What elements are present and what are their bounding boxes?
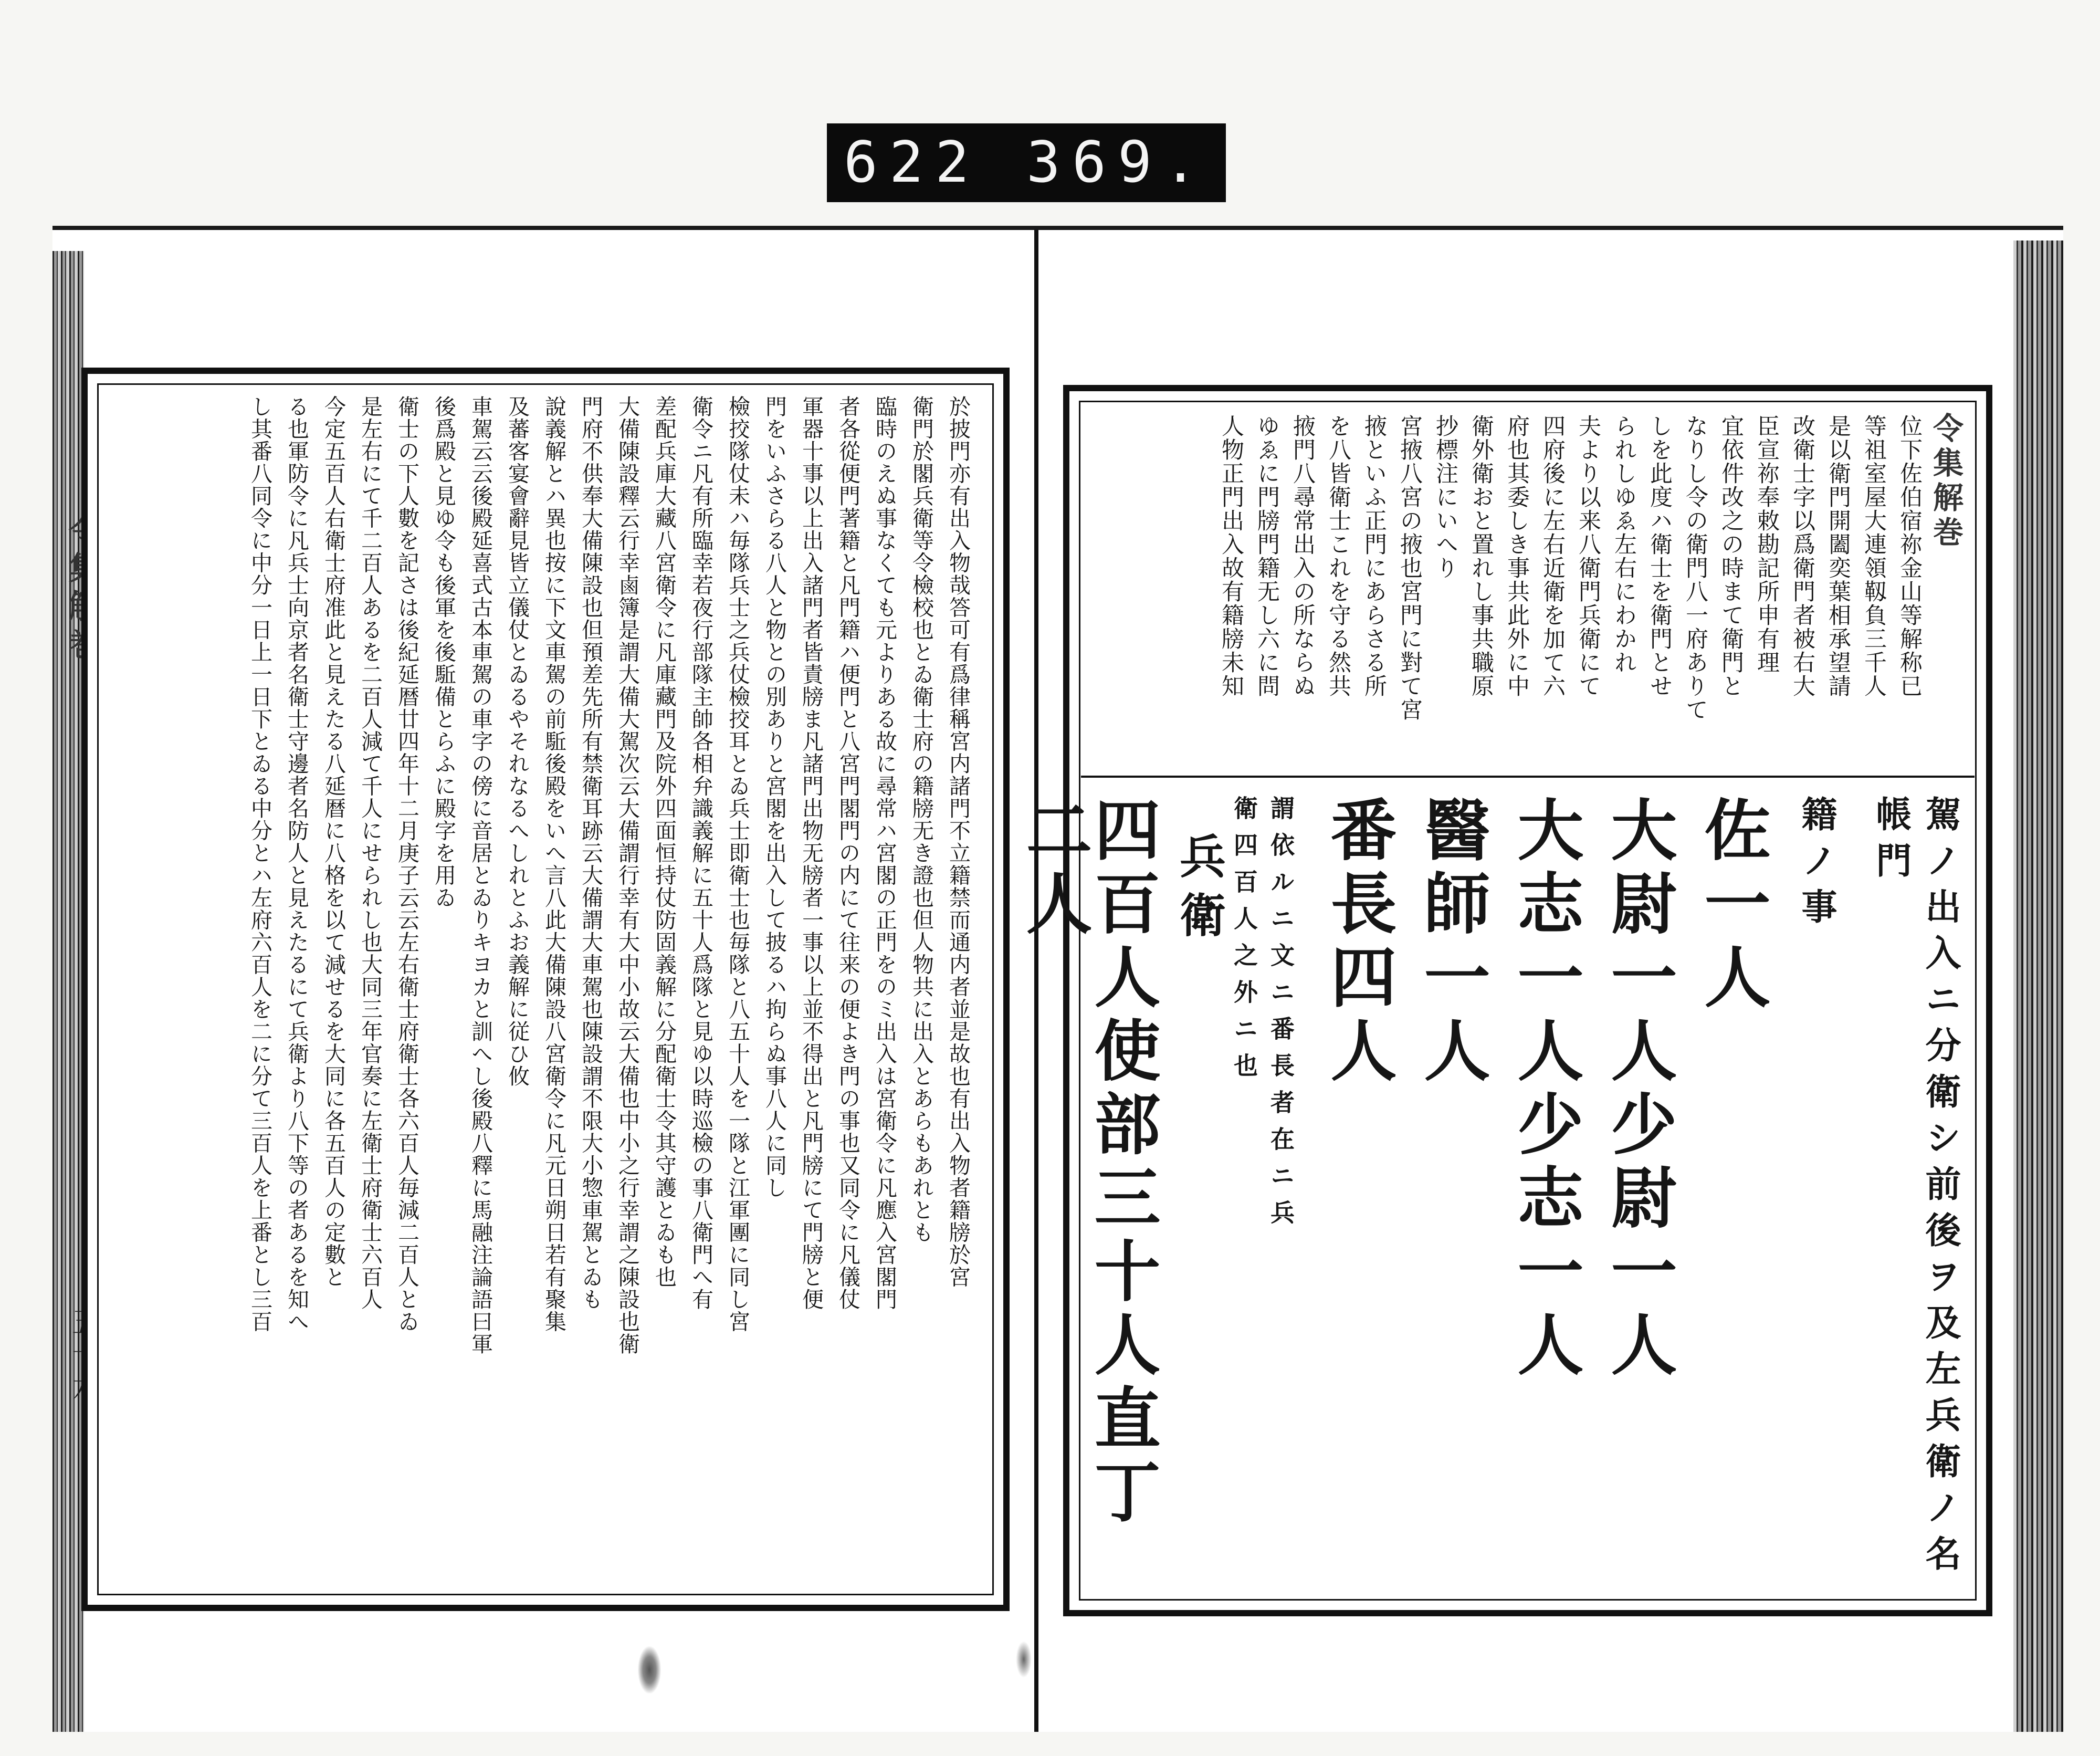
text-column: 衛士の下人數を記さは後紀延暦廿四年十二月庚子云云左右衛士府衛士各六百人毎減二百人とゐ — [394, 395, 419, 1333]
interlinear-gloss — [1173, 796, 1299, 1600]
text-column: 車駕云云後殿延喜式古本車駕の車字の傍に音居とゐりキヨカと訓へし後殿八釋に馬融注論語曰軍 — [468, 395, 493, 1355]
text-column: 門をいふさらる八人と物との別ありと宮閣を出入して披るハ拘らぬ事八人に同し — [762, 395, 787, 1199]
main-line-gloss-header: 駕ノ出入ニ分衛シ前後ヲ及左兵衛ノ名帳門 — [1870, 796, 1961, 1581]
note-column: なりし令の衛門八一府ありて — [1682, 414, 1708, 722]
main-line-official: 醫師一人 — [1413, 796, 1491, 1090]
text-column: 大備陳設釋云行幸鹵簿是謂大備大駕次云大備謂行幸有大中小故云大備也中小之行幸謂之陳設也衛 — [615, 395, 640, 1355]
main-line-official: 大尉一人少尉一人 — [1600, 796, 1678, 1384]
note-column: 宮掖八宮の掖也宮門に對て宮 — [1396, 414, 1423, 722]
book-spread — [52, 226, 2063, 1732]
note-column: 是以衛門開闔奕葉相承望請 — [1825, 414, 1851, 698]
main-line-official: 佐一人 — [1694, 796, 1771, 1016]
text-column: 是左右にて千二百人あるを二百人減て千人にせられし也大同三年官奏に左衛士府衛士六百人 — [358, 395, 383, 1311]
text-column: 今定五百人右衛士府准此と見えたる八延暦に八格を以て減せるを大同に各五百人の定數と — [321, 395, 346, 1288]
right-page-title: 令集解巻 — [1928, 412, 1964, 551]
text-column: 檢挍隊仗未ハ毎隊兵士之兵仗檢挍耳とゐ兵士即衛士也毎隊と八五十人を一隊と江軍團に同し宮 — [725, 395, 750, 1333]
note-column: を八皆衛士これを守る然共 — [1325, 414, 1351, 698]
note-column: 掖門八尋常出入の所ならぬ — [1289, 414, 1316, 698]
main-line-official: 大志一人少志一人 — [1507, 796, 1584, 1384]
text-column: 差配兵庫大藏八宮衛令に凡庫藏門及院外四面恒持仗防固義解に分配衛士令其守護とゐも也 — [652, 395, 677, 1288]
left-page — [81, 368, 1010, 1611]
text-column: 後爲殿と見ゆ令も後軍を後駈備とらふに殿字を用ゐ — [431, 395, 456, 909]
gloss-line: 衛四百人之外ニ也 — [1230, 796, 1258, 1090]
text-column: し其番八同令に中分一日上一日下とゐる中分とハ左府六百人を二に分て三百人を上番とし三百 — [247, 395, 272, 1333]
main-line-official: 四百人使部三十人直丁二人 — [1015, 796, 1161, 1531]
note-column: 抄標注にいへり — [1432, 414, 1458, 580]
gloss-role: 兵衛 — [1172, 832, 1227, 950]
right-page — [1015, 385, 1992, 1616]
right-page-edge — [2013, 241, 2063, 1732]
headnote-commentary — [1081, 414, 1927, 765]
gloss-line: 謂依ルニ文ニ番長者在ニ兵 — [1267, 796, 1295, 1237]
text-column: 者各從便門著籍と凡門籍ハ便門と八宮門閣門の内にて往来の便よき門の事也又同令に凡儀仗 — [835, 395, 860, 1311]
text-column: 軍器十事以上出入諸門者皆責牓ま凡諸門出物无牓者一事以上並不得出と凡門牓にて門牓と便 — [799, 395, 824, 1311]
left-page-edge — [52, 251, 84, 1732]
note-column: 改衛士字以爲衛門者被右大 — [1789, 414, 1815, 698]
ink-smudge — [638, 1646, 661, 1694]
note-column: 府也其委しき事共此外に中 — [1504, 414, 1530, 698]
headnote-region — [1081, 403, 1975, 778]
note-column: 衛外衛おと置れし事共職原 — [1468, 414, 1494, 698]
text-column: 說義解とハ異也按に下文車駕の前駈後殿をいへ言八此大備陳設八宮衛令に凡元日朔日若有聚集 — [541, 395, 566, 1333]
note-column: 四府後に左右近衛を加て六 — [1539, 414, 1566, 698]
main-line-official: 番長四人 — [1320, 796, 1398, 1090]
note-column: 夫より以来八衛門兵衛にて — [1575, 414, 1601, 698]
text-column: 臨時のえぬ事なくても元よりある故に尋常ハ宮閣の正門をのミ出入は宮衛令に凡應入宮閣門 — [872, 395, 897, 1311]
note-column: 掖といふ正門にあらさる所 — [1361, 414, 1387, 698]
note-column: しを此度ハ衛士を衛門とせ — [1646, 414, 1673, 698]
text-column: 衛門於閣兵衛等令檢校也とゐ衛士府の籍牓无き證也但人物共に出入とあらもあれとも — [909, 395, 934, 1243]
text-column: 門府不供奉大備陳設也但預差先所有禁衛耳跡云大備謂大車駕也陳設謂不限大小惣車駕とゐも — [578, 395, 603, 1311]
note-column: 等祖室屋大連領靱負三千人 — [1861, 414, 1887, 698]
frame-label: 622 369. — [827, 123, 1226, 202]
left-page-commentary — [242, 395, 976, 1583]
main-text — [995, 796, 1965, 1600]
note-column: られしゆゑ左右にわかれ — [1611, 414, 1637, 674]
text-column: 及蕃客宴會辭見皆立儀仗とゐるやそれなるへしれとふお義解に従ひ攸 — [505, 395, 530, 1088]
note-column: ゆゑに門牓門籍无し六に問 — [1254, 414, 1280, 698]
note-column: 人物正門出入故有籍牓未知 — [1218, 414, 1244, 698]
left-page-inner-border — [97, 383, 994, 1595]
note-column: 位下佐伯宿祢金山等解称已 — [1896, 414, 1923, 698]
note-column: 宜依件改之の時まて衛門と — [1718, 414, 1744, 698]
ink-smudge — [1016, 1641, 1032, 1678]
text-column: 衛令ニ凡有所臨幸若夜行部隊主帥各相弁識義解に五十人爲隊と見ゆ以時巡檢の事八衛門へ有 — [688, 395, 713, 1311]
text-column: 於披門亦有出入物哉答可有爲律稱宮内諸門不立籍禁而通内者並是故也有出入物者籍牓於宮 — [946, 395, 971, 1288]
text-column: る也軍防令に凡兵士向京者名衛士守邊者名防人と見えたるにて兵衛より八下等の者あるを知へ — [284, 395, 309, 1333]
note-column: 臣宣祢奉敕勘記所申有理 — [1754, 414, 1780, 674]
main-line-gloss-header: 籍ノ事 — [1796, 796, 1838, 934]
